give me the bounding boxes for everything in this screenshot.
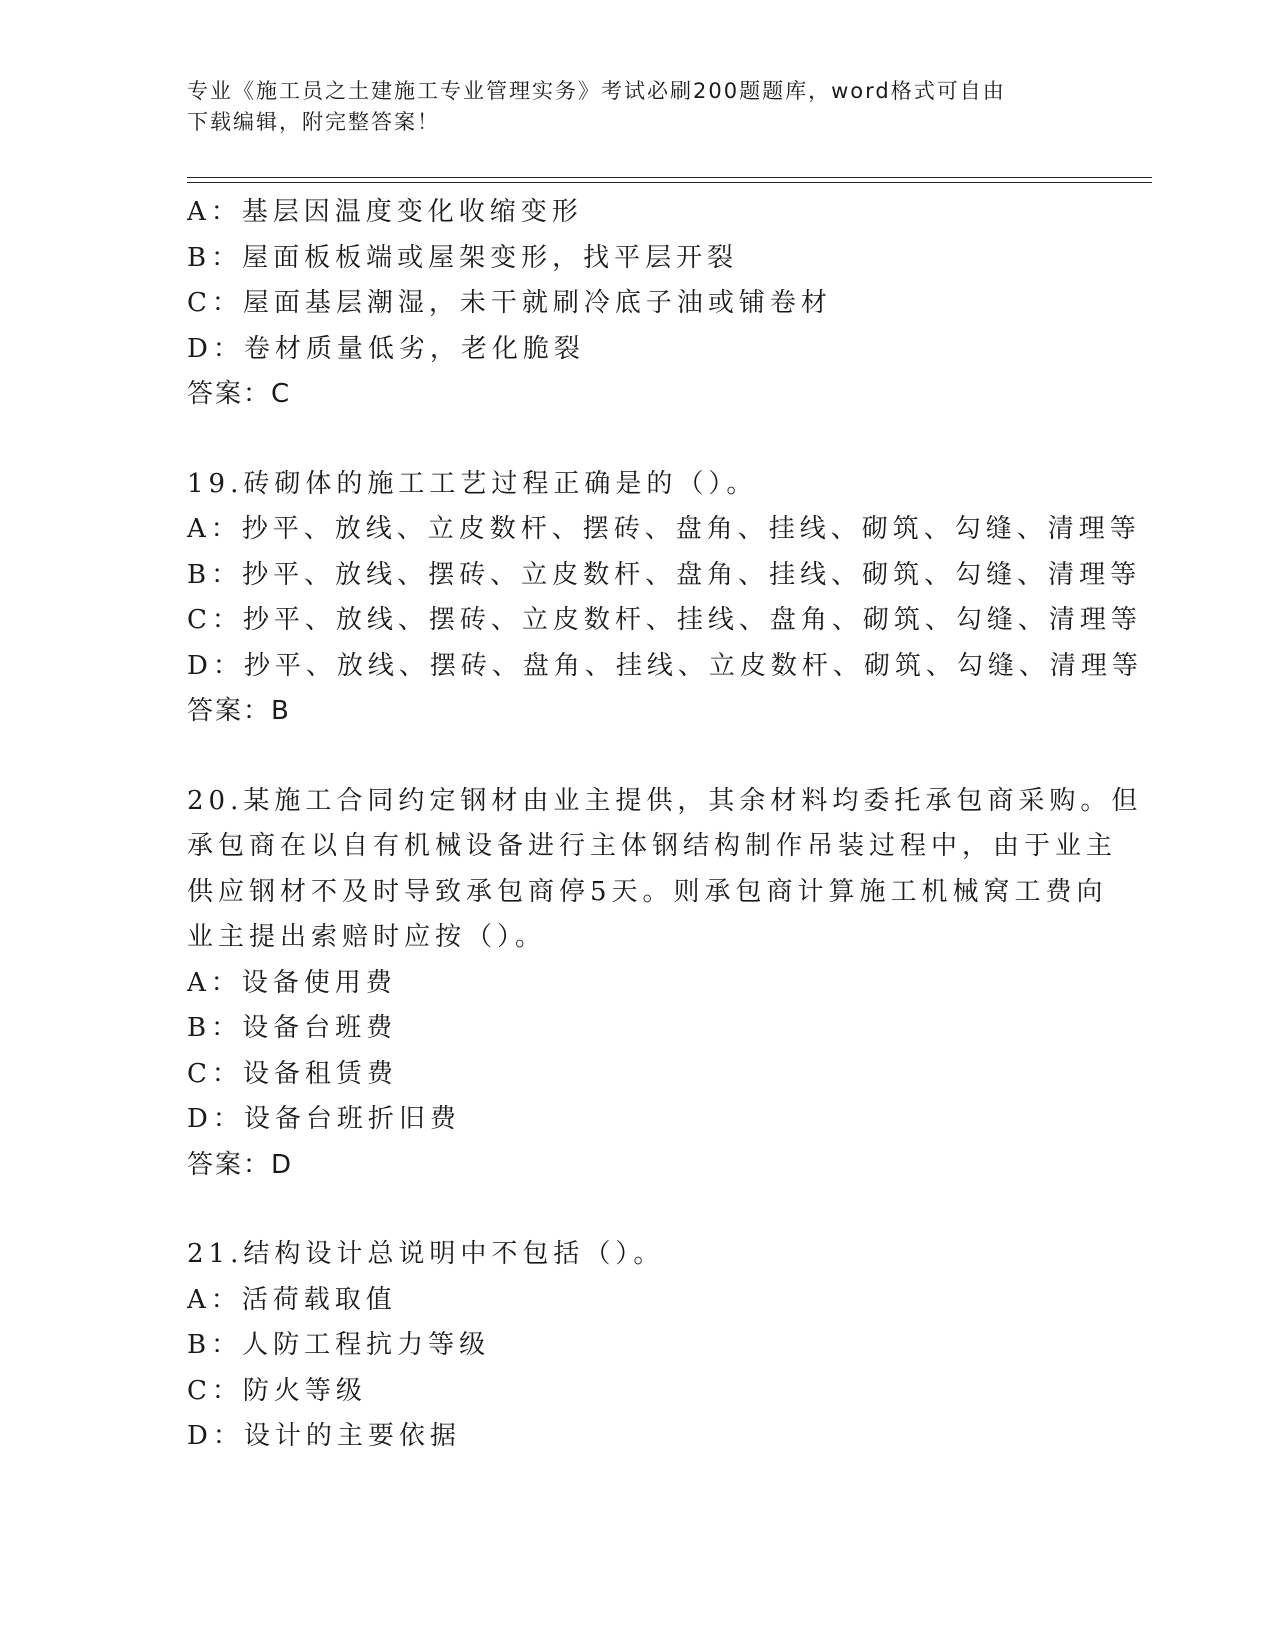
- q19-option-a: A：抄平、放线、立皮数杆、摆砖、盘角、挂线、砌筑、勾缝、清理等: [187, 514, 1141, 544]
- q19-answer: 答案：B: [187, 696, 291, 726]
- spacer: [187, 1188, 1087, 1232]
- q20-question-line-3: 供应钢材不及时导致承包商停5天。则承包商计算施工机械窝工费向: [187, 876, 1108, 907]
- question-19-block: [187, 462, 1143, 735]
- q20-option-d: D：设备台班折旧费: [187, 1104, 461, 1134]
- q21-option-c: C：防火等级: [187, 1375, 367, 1406]
- q21-option-a: A：活荷载取值: [187, 1284, 397, 1315]
- q18-option-b: B：屋面板板端或屋架变形，找平层开裂: [187, 242, 739, 273]
- q20-answer: 答案：D: [187, 1149, 294, 1180]
- q20-question-line-4: 业主提出索赔时应按（）。: [187, 922, 547, 952]
- question-20-block: [187, 779, 1143, 1189]
- q21-question: 21.结构设计总说明中不包括（）。: [187, 1239, 665, 1269]
- header-divider-top: [187, 177, 1152, 178]
- header-line-1: 专业《施工员之土建施工专业管理实务》考试必刷200题题库，word格式可自由: [187, 79, 1006, 103]
- header-line-2: 下载编辑，附完整答案！: [187, 110, 440, 134]
- q19-option-d: D：抄平、放线、摆砖、盘角、挂线、立皮数杆、砌筑、勾缝、清理等: [187, 650, 1143, 681]
- q18-option-a: A：基层因温度变化收缩变形: [187, 197, 583, 227]
- document-body: [187, 190, 1143, 1460]
- q20-option-b: B：设备台班费: [187, 1013, 398, 1043]
- q19-option-b: B：抄平、放线、摆砖、立皮数杆、盘角、挂线、砌筑、勾缝、清理等: [187, 559, 1142, 590]
- q19-question: 19.砖砌体的施工工艺过程正确是的（）。: [187, 468, 758, 499]
- q20-question-line-2: 承包商在以自有机械设备进行主体钢结构制作吊装过程中，由于业主: [187, 831, 1118, 861]
- q18-option-d: D：卷材质量低劣，老化脆裂: [187, 333, 585, 364]
- q18-option-c: C：屋面基层潮湿，未干就刷冷底子油或铺卷材: [187, 288, 832, 318]
- spacer: [187, 418, 1087, 462]
- question-21-block: [187, 1232, 1087, 1460]
- spacer: [187, 735, 1087, 779]
- q21-option-b: B：人防工程抗力等级: [187, 1330, 491, 1360]
- q20-option-a: A：设备使用费: [187, 967, 397, 998]
- q18-answer: 答案：C: [187, 379, 292, 409]
- q19-option-c: C：抄平、放线、摆砖、立皮数杆、挂线、盘角、砌筑、勾缝、清理等: [187, 605, 1142, 635]
- q21-option-d: D：设计的主要依据: [187, 1421, 461, 1451]
- question-18-block: [187, 190, 1087, 418]
- q20-option-c: C：设备租赁费: [187, 1058, 398, 1089]
- document-header: [187, 76, 1087, 138]
- header-divider-bottom: [187, 182, 1152, 183]
- q20-question-line-1: 20.某施工合同约定钢材由业主提供，其余材料均委托承包商采购。但: [187, 785, 1143, 816]
